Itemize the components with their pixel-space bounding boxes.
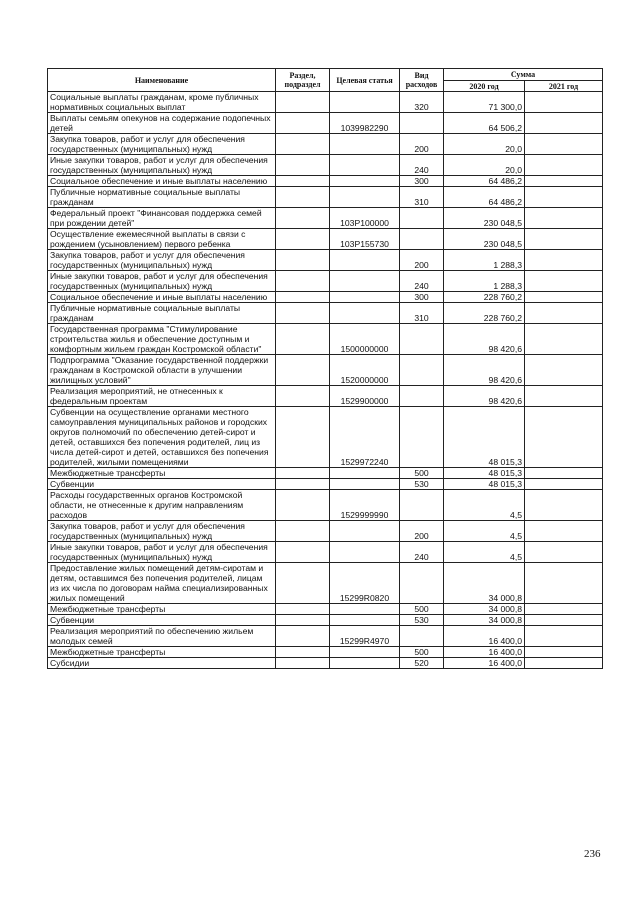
cell-vid: [400, 208, 444, 229]
cell-vid: [400, 113, 444, 134]
table-row: [48, 271, 603, 292]
cell-razdel: [276, 647, 330, 658]
cell-sum-2021: [525, 176, 603, 187]
header-summa: Сумма: [444, 69, 603, 81]
cell-sum-2021: [525, 229, 603, 250]
budget-table: [47, 68, 603, 669]
cell-razdel: [276, 176, 330, 187]
cell-razdel: [276, 626, 330, 647]
cell-cel: [330, 303, 400, 324]
table-row: [48, 647, 603, 658]
cell-razdel: [276, 324, 330, 355]
cell-vid: 240: [400, 271, 444, 292]
cell-cel: [330, 92, 400, 113]
cell-razdel: [276, 479, 330, 490]
cell-vid: [400, 490, 444, 521]
cell-sum-2021: [525, 647, 603, 658]
cell-cel: [330, 521, 400, 542]
cell-vid: [400, 386, 444, 407]
cell-name: Субвенции: [48, 479, 276, 490]
cell-sum-2020: 48 015,3: [444, 407, 525, 468]
cell-cel: [330, 658, 400, 669]
cell-name: Иные закупки товаров, работ и услуг для обеспечения государственных (муниципальных) нужд: [48, 155, 276, 176]
cell-razdel: [276, 604, 330, 615]
cell-name: Осуществление ежемесячной выплаты в связи с рождением (усыновлением) первого ребенка: [48, 229, 276, 250]
cell-vid: 310: [400, 187, 444, 208]
cell-sum-2021: [525, 303, 603, 324]
header-razdel: Раздел, подраздел: [276, 69, 330, 92]
table-row: [48, 208, 603, 229]
cell-vid: 240: [400, 542, 444, 563]
table-row: [48, 292, 603, 303]
cell-razdel: [276, 92, 330, 113]
cell-sum-2021: [525, 658, 603, 669]
cell-sum-2021: [525, 490, 603, 521]
header-vid: Вид расходов: [400, 69, 444, 92]
table-row: [48, 521, 603, 542]
cell-razdel: [276, 303, 330, 324]
table-row: [48, 615, 603, 626]
cell-vid: [400, 324, 444, 355]
cell-cel: [330, 468, 400, 479]
cell-sum-2020: 98 420,6: [444, 355, 525, 386]
cell-sum-2020: 16 400,0: [444, 658, 525, 669]
table-row: [48, 250, 603, 271]
cell-vid: 530: [400, 479, 444, 490]
cell-name: Субсидии: [48, 658, 276, 669]
table-row: [48, 155, 603, 176]
cell-sum-2020: 34 000,8: [444, 604, 525, 615]
header-year-2020: 2020 год: [444, 81, 525, 92]
cell-vid: 320: [400, 92, 444, 113]
table-row: [48, 604, 603, 615]
cell-cel: 1529900000: [330, 386, 400, 407]
cell-cel: [330, 134, 400, 155]
table-row: [48, 187, 603, 208]
cell-razdel: [276, 292, 330, 303]
header-name: Наименование: [48, 69, 276, 92]
cell-cel: [330, 479, 400, 490]
cell-name: Расходы государственных органов Костромской области, не отнесенные к другим направлениям расходов: [48, 490, 276, 521]
cell-razdel: [276, 468, 330, 479]
cell-name: Закупка товаров, работ и услуг для обеспечения государственных (муниципальных) нужд: [48, 521, 276, 542]
cell-cel: 1529972240: [330, 407, 400, 468]
cell-razdel: [276, 113, 330, 134]
cell-sum-2020: 64 486,2: [444, 187, 525, 208]
cell-sum-2020: 230 048,5: [444, 208, 525, 229]
cell-sum-2021: [525, 615, 603, 626]
cell-sum-2020: 20,0: [444, 134, 525, 155]
cell-sum-2021: [525, 468, 603, 479]
cell-name: Межбюджетные трансферты: [48, 604, 276, 615]
cell-razdel: [276, 521, 330, 542]
cell-vid: 200: [400, 250, 444, 271]
cell-razdel: [276, 563, 330, 604]
cell-cel: 15299R0820: [330, 563, 400, 604]
cell-sum-2021: [525, 113, 603, 134]
cell-sum-2020: 98 420,6: [444, 386, 525, 407]
cell-sum-2020: 228 760,2: [444, 303, 525, 324]
cell-sum-2021: [525, 250, 603, 271]
cell-sum-2021: [525, 324, 603, 355]
cell-razdel: [276, 250, 330, 271]
cell-name: Межбюджетные трансферты: [48, 647, 276, 658]
table-row: [48, 92, 603, 113]
table-body: [48, 92, 603, 669]
cell-sum-2020: 48 015,3: [444, 468, 525, 479]
cell-sum-2021: [525, 407, 603, 468]
cell-sum-2020: 34 000,8: [444, 563, 525, 604]
table-row: [48, 229, 603, 250]
cell-name: Выплаты семьям опекунов на содержание подопечных детей: [48, 113, 276, 134]
cell-vid: [400, 563, 444, 604]
cell-sum-2020: 64 486,2: [444, 176, 525, 187]
table-row: [48, 176, 603, 187]
cell-sum-2020: 20,0: [444, 155, 525, 176]
cell-sum-2020: 71 300,0: [444, 92, 525, 113]
cell-sum-2021: [525, 208, 603, 229]
cell-sum-2020: 64 506,2: [444, 113, 525, 134]
cell-cel: 103P155730: [330, 229, 400, 250]
cell-vid: 310: [400, 303, 444, 324]
cell-sum-2021: [525, 542, 603, 563]
table-row: [48, 355, 603, 386]
cell-vid: 240: [400, 155, 444, 176]
cell-razdel: [276, 490, 330, 521]
cell-sum-2021: [525, 626, 603, 647]
table-row: [48, 386, 603, 407]
cell-cel: 15299R4970: [330, 626, 400, 647]
cell-name: Социальное обеспечение и иные выплаты населению: [48, 292, 276, 303]
table-row: [48, 324, 603, 355]
cell-vid: 500: [400, 604, 444, 615]
table-row: [48, 113, 603, 134]
table-row: [48, 468, 603, 479]
cell-vid: 500: [400, 468, 444, 479]
cell-razdel: [276, 271, 330, 292]
cell-sum-2020: 1 288,3: [444, 271, 525, 292]
cell-cel: [330, 176, 400, 187]
cell-cel: [330, 604, 400, 615]
cell-sum-2021: [525, 563, 603, 604]
cell-sum-2020: 1 288,3: [444, 250, 525, 271]
cell-sum-2021: [525, 292, 603, 303]
cell-sum-2021: [525, 134, 603, 155]
cell-razdel: [276, 542, 330, 563]
cell-cel: [330, 542, 400, 563]
table-row: [48, 134, 603, 155]
header-year-2021: 2021 год: [525, 81, 603, 92]
cell-name: Межбюджетные трансферты: [48, 468, 276, 479]
cell-sum-2020: 4,5: [444, 521, 525, 542]
cell-razdel: [276, 386, 330, 407]
cell-vid: [400, 407, 444, 468]
cell-name: Социальные выплаты гражданам, кроме публичных нормативных социальных выплат: [48, 92, 276, 113]
cell-cel: 1529999990: [330, 490, 400, 521]
cell-vid: 200: [400, 521, 444, 542]
cell-name: Закупка товаров, работ и услуг для обеспечения государственных (муниципальных) нужд: [48, 250, 276, 271]
cell-vid: 500: [400, 647, 444, 658]
cell-vid: 530: [400, 615, 444, 626]
cell-vid: 520: [400, 658, 444, 669]
cell-name: Федеральный проект "Финансовая поддержка семей при рождении детей": [48, 208, 276, 229]
cell-vid: [400, 355, 444, 386]
cell-razdel: [276, 187, 330, 208]
cell-sum-2021: [525, 355, 603, 386]
cell-sum-2021: [525, 604, 603, 615]
cell-cel: [330, 292, 400, 303]
cell-sum-2021: [525, 479, 603, 490]
cell-name: Субвенции на осуществление органами местного самоуправления муниципальных районов и городских округов полномочий по обеспечению детей-сирот и детей, оставшихся без попечения родителей, лиц из числа детей-сирот и детей, оставшихся без попечения родителей, жилыми помещениями: [48, 407, 276, 468]
table-row: [48, 479, 603, 490]
cell-name: Субвенции: [48, 615, 276, 626]
cell-name: Публичные нормативные социальные выплаты гражданам: [48, 187, 276, 208]
cell-sum-2020: 98 420,6: [444, 324, 525, 355]
cell-sum-2020: 16 400,0: [444, 647, 525, 658]
cell-name: Предоставление жилых помещений детям-сиротам и детям, оставшимся без попечения родителей, лицам из их числа по договорам найма специализированных жилых помещений: [48, 563, 276, 604]
cell-vid: [400, 229, 444, 250]
cell-cel: [330, 615, 400, 626]
cell-sum-2021: [525, 187, 603, 208]
cell-razdel: [276, 155, 330, 176]
cell-cel: 1520000000: [330, 355, 400, 386]
cell-name: Подпрограмма "Оказание государственной поддержки гражданам в Костромской области в улучшении жилищных условий": [48, 355, 276, 386]
cell-sum-2021: [525, 155, 603, 176]
cell-vid: 300: [400, 292, 444, 303]
cell-sum-2021: [525, 521, 603, 542]
cell-name: Публичные нормативные социальные выплаты гражданам: [48, 303, 276, 324]
cell-name: Реализация мероприятий по обеспечению жильем молодых семей: [48, 626, 276, 647]
cell-vid: 200: [400, 134, 444, 155]
cell-vid: 300: [400, 176, 444, 187]
cell-razdel: [276, 208, 330, 229]
cell-name: Иные закупки товаров, работ и услуг для обеспечения государственных (муниципальных) нужд: [48, 542, 276, 563]
cell-razdel: [276, 658, 330, 669]
cell-sum-2020: 16 400,0: [444, 626, 525, 647]
cell-sum-2020: 34 000,8: [444, 615, 525, 626]
cell-sum-2020: 4,5: [444, 490, 525, 521]
table-row: [48, 303, 603, 324]
cell-razdel: [276, 229, 330, 250]
table-row: [48, 490, 603, 521]
cell-razdel: [276, 407, 330, 468]
cell-cel: 103P100000: [330, 208, 400, 229]
table-row: [48, 626, 603, 647]
cell-sum-2021: [525, 92, 603, 113]
cell-name: Закупка товаров, работ и услуг для обеспечения государственных (муниципальных) нужд: [48, 134, 276, 155]
cell-sum-2021: [525, 386, 603, 407]
cell-sum-2021: [525, 271, 603, 292]
cell-sum-2020: 48 015,3: [444, 479, 525, 490]
cell-cel: [330, 187, 400, 208]
table-row: [48, 658, 603, 669]
table-row: [48, 407, 603, 468]
cell-cel: [330, 250, 400, 271]
table-row: [48, 563, 603, 604]
cell-sum-2020: 228 760,2: [444, 292, 525, 303]
cell-name: Социальное обеспечение и иные выплаты населению: [48, 176, 276, 187]
cell-cel: [330, 155, 400, 176]
header-cel: Целевая статья: [330, 69, 400, 92]
cell-sum-2020: 4,5: [444, 542, 525, 563]
page-number: 236: [584, 848, 601, 860]
cell-name: Иные закупки товаров, работ и услуг для обеспечения государственных (муниципальных) нужд: [48, 271, 276, 292]
cell-cel: [330, 271, 400, 292]
cell-sum-2020: 230 048,5: [444, 229, 525, 250]
cell-cel: 1039982290: [330, 113, 400, 134]
cell-razdel: [276, 615, 330, 626]
cell-name: Государственная программа "Стимулирование строительства жилья и обеспечение доступным и комфортным жильем граждан Костромской области": [48, 324, 276, 355]
cell-cel: [330, 647, 400, 658]
cell-vid: [400, 626, 444, 647]
cell-name: Реализация мероприятий, не отнесенных к федеральным проектам: [48, 386, 276, 407]
cell-cel: 1500000000: [330, 324, 400, 355]
table-row: [48, 542, 603, 563]
cell-razdel: [276, 134, 330, 155]
cell-razdel: [276, 355, 330, 386]
